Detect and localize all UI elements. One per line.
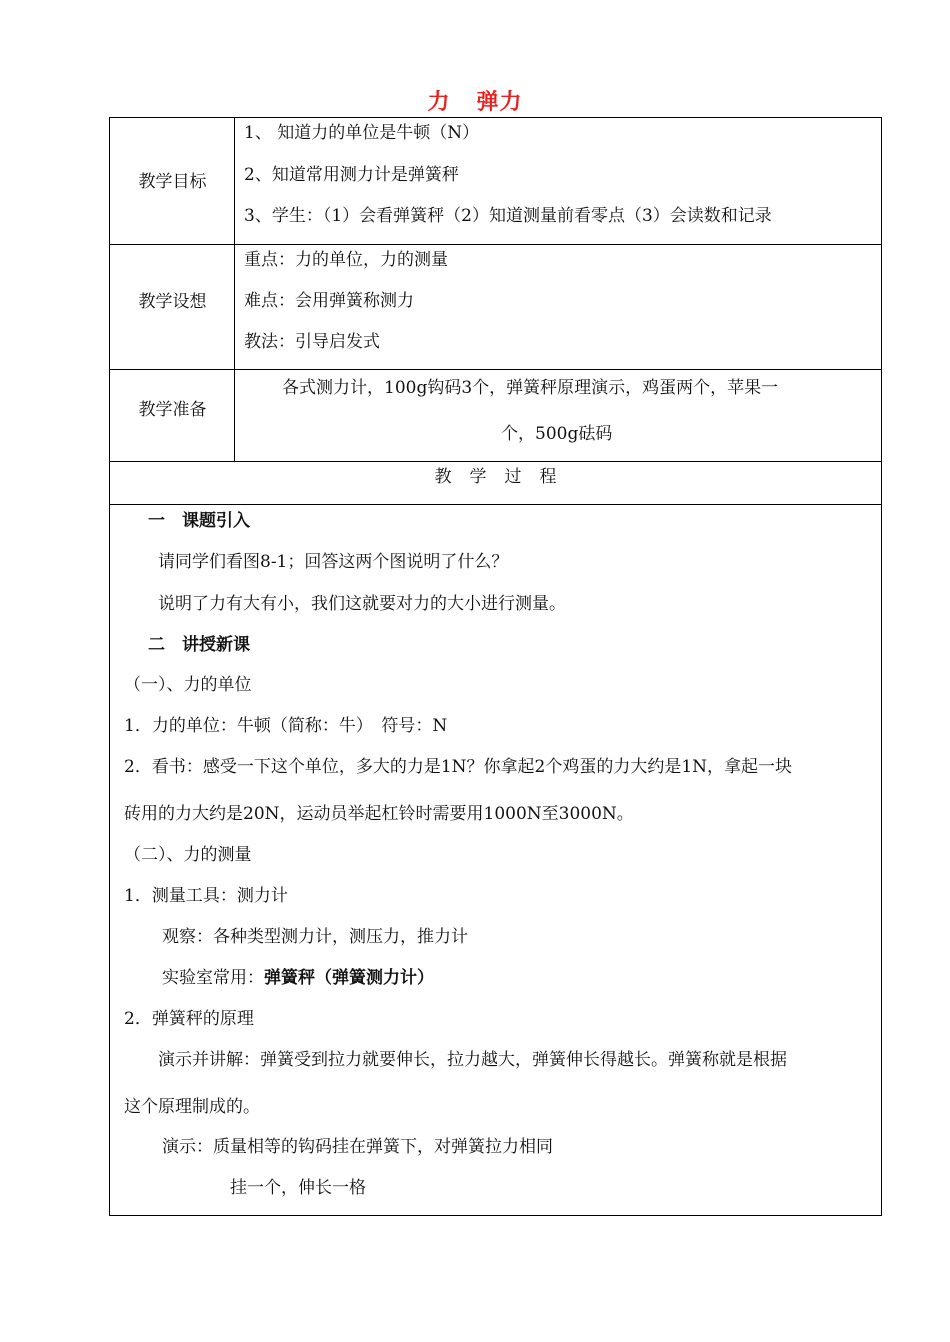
row-divider — [110, 244, 881, 245]
page-title — [0, 88, 950, 118]
process-header: 教学过程 — [434, 467, 575, 487]
row-divider — [110, 504, 881, 505]
design-label: 教学设想 — [138, 292, 207, 312]
subsection-heading: （二）、力的测量 — [124, 845, 252, 865]
subsection-heading: （一）、力的单位 — [124, 675, 252, 695]
design-key-point: 重点：力的单位，力的测量 — [244, 250, 448, 270]
process-line: 挂一个，伸长一格 — [230, 1178, 366, 1198]
process-line — [162, 966, 434, 990]
process-line: 说明了力有大有小，我们这就要对力的大小进行测量。 — [158, 594, 566, 614]
row-divider — [110, 369, 881, 370]
goal-item-3: 3、学生：（1）会看弹簧秤（2）知道测量前看零点（3）会读数和记录 — [244, 206, 772, 226]
title-part-1: 力 — [427, 90, 451, 115]
process-line: 观察：各种类型测力计，测压力，推力计 — [162, 927, 468, 947]
process-line: 演示：质量相等的钩码挂在弹簧下，对弹簧拉力相同 — [162, 1137, 553, 1157]
process-line: 2．看书：感受一下这个单位，多大的力是1N？你拿起2个鸡蛋的力大约是1N，拿起一块 — [124, 757, 793, 777]
process-line: 1．测量工具：测力计 — [124, 886, 288, 906]
spring-scale-term: 弹簧秤（弹簧测力计） — [264, 968, 434, 988]
process-line: 1．力的单位：牛顿（简称：牛） 符号：N — [124, 716, 448, 736]
row-divider — [110, 461, 881, 462]
process-line: 这个原理制成的。 — [124, 1097, 260, 1117]
process-line: 请同学们看图8-1；回答这两个图说明了什么？ — [158, 552, 509, 572]
goal-item-2: 2、知道常用测力计是弹簧秤 — [244, 165, 459, 185]
goal-item-1: 1、 知道力的单位是牛顿（N） — [244, 123, 480, 143]
prep-line-2: 个，500g砝码 — [501, 424, 613, 444]
process-line: 演示并讲解：弹簧受到拉力就要伸长，拉力越大，弹簧伸长得越长。弹簧称就是根据 — [158, 1050, 787, 1070]
process-line: 砖用的力大约是20N，运动员举起杠铃时需要用1000N至3000N。 — [124, 804, 634, 824]
lesson-plan-table — [109, 117, 882, 1216]
section-new-lesson-heading: 二 讲授新课 — [148, 635, 250, 655]
design-difficulty: 难点：会用弹簧称测力 — [244, 291, 414, 311]
goals-label: 教学目标 — [138, 172, 207, 192]
process-line: 2．弹簧秤的原理 — [124, 1009, 254, 1029]
design-method: 教法：引导启发式 — [244, 332, 380, 352]
lab-common-prefix: 实验室常用： — [162, 968, 264, 988]
section-intro-heading: 一 课题引入 — [148, 511, 250, 531]
title-part-2: 弹力 — [476, 90, 523, 115]
prep-line-1: 各式测力计，100g钩码3个，弹簧秤原理演示，鸡蛋两个，苹果一 — [282, 378, 779, 398]
prep-label: 教学准备 — [138, 400, 207, 420]
